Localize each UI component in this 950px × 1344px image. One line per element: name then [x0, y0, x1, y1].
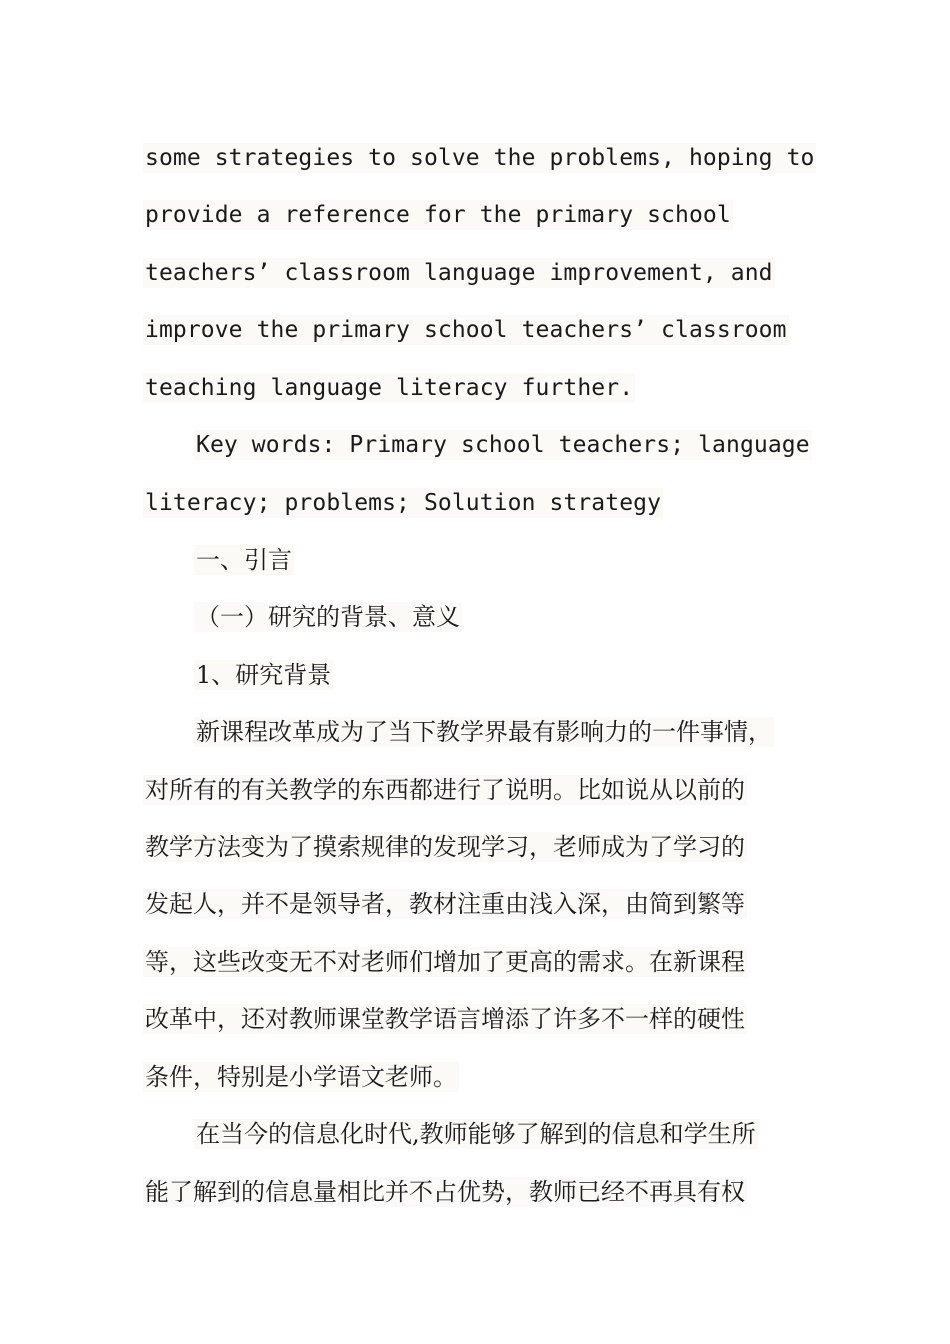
subsection-heading: （一）研究的背景、意义 [196, 603, 460, 631]
paragraph1-line-5: 等，这些改变无不对老师们增加了更高的需求。在新课程 [145, 948, 745, 976]
abstract-line-2: provide a reference for the primary school [145, 202, 731, 228]
paragraph1-line-7: 条件，特别是小学语文老师。 [145, 1063, 457, 1091]
paragraph1-line-2: 对所有的有关教学的东西都进行了说明。比如说从以前的 [145, 776, 745, 804]
paragraph1-line-6: 改革中，还对教师课堂教学语言增添了许多不一样的硬性 [145, 1005, 745, 1033]
subsubsection-heading: 1、研究背景 [196, 661, 332, 689]
paragraph1-line-4: 发起人，并不是领导者，教材注重由浅入深，由简到繁等 [145, 890, 745, 918]
paragraph1-line-1: 新课程改革成为了当下教学界最有影响力的一件事情， [196, 718, 772, 746]
paragraph2-line-1: 在当今的信息化时代,教师能够了解到的信息和学生所 [196, 1120, 756, 1148]
abstract-line-4: improve the primary school teachers’ classroom [145, 317, 787, 343]
abstract-line-5: teaching language literacy further. [145, 375, 634, 401]
abstract-line-3: teachers’ classroom language improvement, and [145, 260, 773, 286]
keywords-line-1: Key words: Primary school teachers; language [196, 432, 810, 458]
section-heading: 一、引言 [196, 546, 292, 574]
paragraph2-line-2: 能了解到的信息量相比并不占优势，教师已经不再具有权 [145, 1178, 745, 1206]
keywords-line-2: literacy; problems; Solution strategy [145, 490, 662, 516]
abstract-line-1: some strategies to solve the problems, hoping to [145, 145, 815, 171]
paragraph1-line-3: 教学方法变为了摸索规律的发现学习，老师成为了学习的 [145, 833, 745, 861]
